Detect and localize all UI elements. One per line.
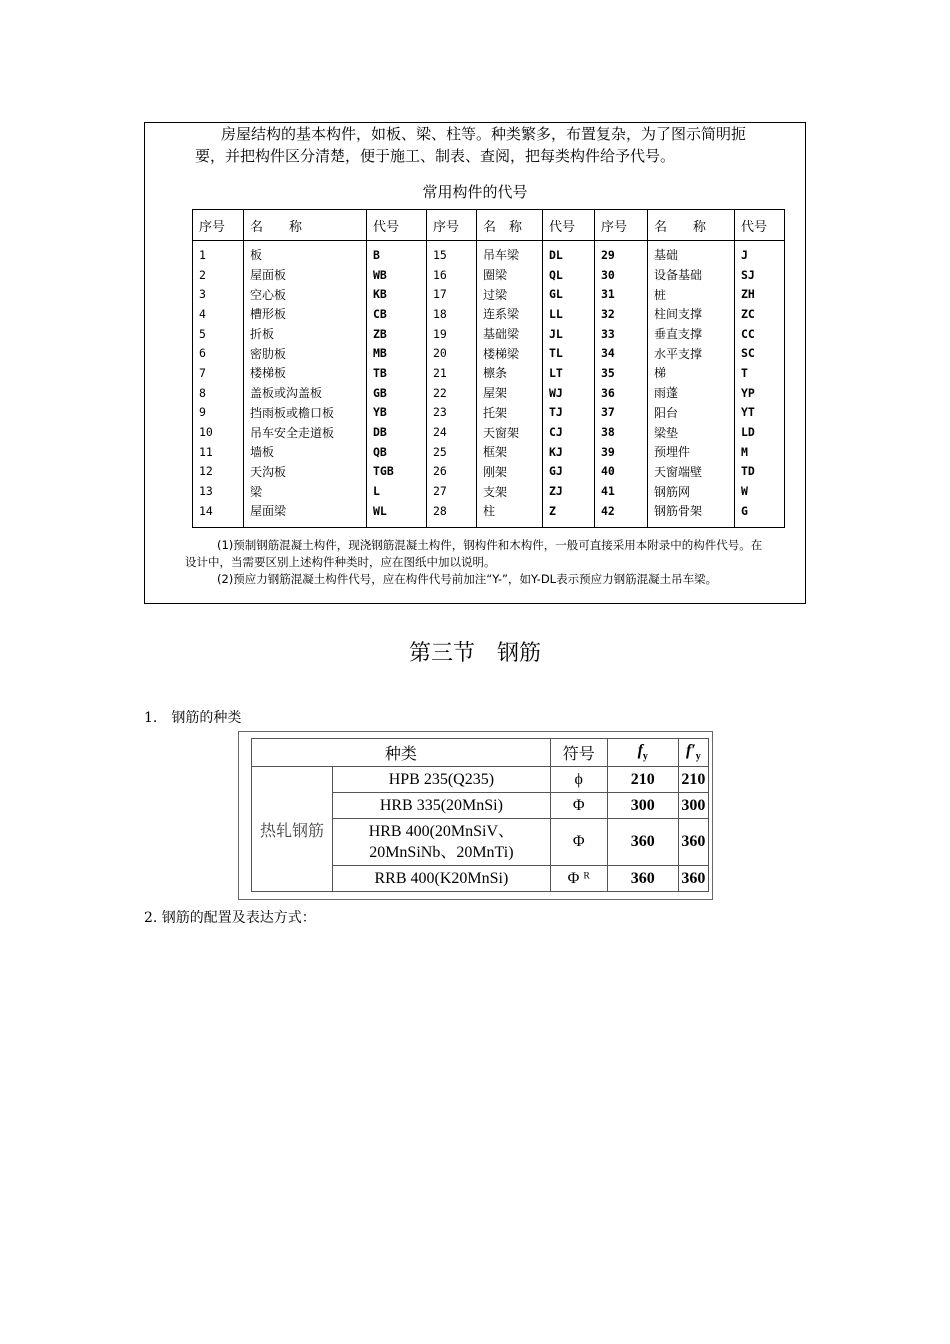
table-cell: ZH	[735, 284, 785, 304]
table-cell: 楼梯板	[244, 363, 367, 383]
header-symbol: 符号	[550, 739, 607, 767]
table-cell: 7	[193, 363, 244, 383]
table-cell: TJ	[543, 403, 595, 423]
table-cell: 阳台	[648, 403, 735, 423]
table-cell: 15	[427, 241, 477, 265]
table-cell: TD	[735, 462, 785, 482]
table-cell: 8	[193, 383, 244, 403]
table-cell: 梁	[244, 481, 367, 501]
table-cell: 31	[595, 284, 648, 304]
table-cell: 42	[595, 501, 648, 527]
fpy-cell: 360	[678, 819, 708, 866]
table-cell: 柱间支撑	[648, 304, 735, 324]
table-cell: 36	[595, 383, 648, 403]
symbol-cell: Φ	[550, 793, 607, 819]
header-cell: 代号	[543, 210, 595, 241]
table-cell: KB	[367, 284, 427, 304]
table-cell: T	[735, 363, 785, 383]
header-cell: 序号	[427, 210, 477, 241]
table-cell: 屋架	[477, 383, 543, 403]
table-cell: L	[367, 481, 427, 501]
table-cell: 屋面板	[244, 265, 367, 285]
table-cell: 38	[595, 422, 648, 442]
table-cell: WL	[367, 501, 427, 527]
table-header-row	[252, 739, 709, 767]
table-cell: 板	[244, 241, 367, 265]
fpy-cell: 210	[678, 767, 708, 793]
table-cell: 17	[427, 284, 477, 304]
table-cell: B	[367, 241, 427, 265]
header-fpy: $f'_y$	[678, 739, 708, 767]
table-cell: JL	[543, 324, 595, 344]
table-cell: Z	[543, 501, 595, 527]
table-cell: MB	[367, 343, 427, 363]
table-cell: 屋面梁	[244, 501, 367, 527]
fy-cell: 300	[607, 793, 678, 819]
table-cell: 钢筋骨架	[648, 501, 735, 527]
table-cell: SJ	[735, 265, 785, 285]
table-cell: DL	[543, 241, 595, 265]
table-cell: 天窗端壁	[648, 462, 735, 482]
table-cell: 27	[427, 481, 477, 501]
header-cell: 代号	[735, 210, 785, 241]
table-cell: 11	[193, 442, 244, 462]
table-cell: 5	[193, 324, 244, 344]
table-cell: 连系梁	[477, 304, 543, 324]
table-cell: CB	[367, 304, 427, 324]
table-cell: 桩	[648, 284, 735, 304]
table-header-row	[193, 210, 785, 241]
table-cell: KJ	[543, 442, 595, 462]
table-cell: 28	[427, 501, 477, 527]
table-cell: 基础	[648, 241, 735, 265]
table-cell: 密肋板	[244, 343, 367, 363]
table-row	[193, 241, 785, 265]
table-cell: ZB	[367, 324, 427, 344]
table-cell: YB	[367, 403, 427, 423]
table-cell: 30	[595, 265, 648, 285]
header-cell: 序号	[595, 210, 648, 241]
table-cell: YP	[735, 383, 785, 403]
table-cell: 34	[595, 343, 648, 363]
table-cell: 楼梯梁	[477, 343, 543, 363]
list-item-rebar-layout: 2. 钢筋的配置及表达方式：	[144, 910, 316, 926]
table-cell: 空心板	[244, 284, 367, 304]
fy-cell: 360	[607, 866, 678, 892]
table-cell: QL	[543, 265, 595, 285]
table-cell: 基础梁	[477, 324, 543, 344]
table-cell: 29	[595, 241, 648, 265]
table-cell: 25	[427, 442, 477, 462]
table-cell: 41	[595, 481, 648, 501]
table-row	[193, 462, 785, 482]
table-cell: 钢筋网	[648, 481, 735, 501]
table-cell: 檩条	[477, 363, 543, 383]
type-cell: HRB 400(20MnSiV、 20MnSiNb、20MnTi)	[333, 819, 551, 866]
table-cell: GL	[543, 284, 595, 304]
note-1: (1)预制钢筋混凝土构件，现浇钢筋混凝土构件，钢构件和木构件，一般可直接采用本附录中的构件代号。在设计中，当需要区别上述构件种类时，应在图纸中加以说明。	[185, 538, 763, 569]
symbol-cell: Φ ᴿ	[550, 866, 607, 892]
table-cell: 2	[193, 265, 244, 285]
table-cell: 垂直支撑	[648, 324, 735, 344]
table-cell: 托架	[477, 403, 543, 423]
table-cell: WJ	[543, 383, 595, 403]
table-cell: 37	[595, 403, 648, 423]
header-cell: 代号	[367, 210, 427, 241]
table-cell: 刚架	[477, 462, 543, 482]
table-cell: J	[735, 241, 785, 265]
table-cell: 33	[595, 324, 648, 344]
table-cell: 墙板	[244, 442, 367, 462]
header-cell: 序号	[193, 210, 244, 241]
table-cell: GB	[367, 383, 427, 403]
table-cell: 天沟板	[244, 462, 367, 482]
table-cell: 设备基础	[648, 265, 735, 285]
table-body	[193, 241, 785, 528]
table-cell: 18	[427, 304, 477, 324]
table-row	[193, 324, 785, 344]
header-cell: 名 称	[477, 210, 543, 241]
table-cell: DB	[367, 422, 427, 442]
table-cell: QB	[367, 442, 427, 462]
list-item-rebar-types: 1. 钢筋的种类	[144, 710, 242, 726]
table-row	[193, 304, 785, 324]
rebar-table-figure	[238, 731, 713, 900]
table-caption: 常用构件的代号	[422, 183, 528, 201]
group-label: 热轧钢筋	[252, 767, 333, 892]
table-cell: CC	[735, 324, 785, 344]
table-cell: W	[735, 481, 785, 501]
table-cell: M	[735, 442, 785, 462]
table-cell: 6	[193, 343, 244, 363]
table-cell: ZC	[735, 304, 785, 324]
table-cell: ZJ	[543, 481, 595, 501]
table-cell: 雨蓬	[648, 383, 735, 403]
component-code-figure	[144, 122, 806, 604]
table-cell: 3	[193, 284, 244, 304]
table-row	[193, 442, 785, 462]
table-cell: SC	[735, 343, 785, 363]
table-cell: TB	[367, 363, 427, 383]
table-row	[193, 265, 785, 285]
table-cell: GJ	[543, 462, 595, 482]
table-cell: 挡雨板或檐口板	[244, 403, 367, 423]
fpy-cell: 300	[678, 793, 708, 819]
table-cell: 14	[193, 501, 244, 527]
note-2: (2)预应力钢筋混凝土构件代号，应在构件代号前加注“Y-”，如Y-DL表示预应力钢筋混凝土吊车梁。	[217, 572, 718, 586]
table-cell: 32	[595, 304, 648, 324]
type-cell: HRB 335(20MnSi)	[333, 793, 551, 819]
component-code-table	[192, 209, 785, 528]
table-cell: 24	[427, 422, 477, 442]
table-cell: 支架	[477, 481, 543, 501]
table-cell: CJ	[543, 422, 595, 442]
table-cell: G	[735, 501, 785, 527]
type-cell: HPB 235(Q235)	[333, 767, 551, 793]
rebar-type-table	[251, 738, 709, 892]
table-cell: 16	[427, 265, 477, 285]
header-cell: 名 称	[244, 210, 367, 241]
notes	[185, 537, 770, 588]
table-cell: 10	[193, 422, 244, 442]
table-cell: TGB	[367, 462, 427, 482]
header-cell: 名 称	[648, 210, 735, 241]
table-cell: 19	[427, 324, 477, 344]
table-cell: 预埋件	[648, 442, 735, 462]
symbol-cell: ϕ	[550, 767, 607, 793]
table-row	[193, 363, 785, 383]
section-title: 第三节 钢筋	[408, 641, 541, 666]
table-cell: 圈梁	[477, 265, 543, 285]
table-row	[193, 343, 785, 363]
table-cell: 水平支撑	[648, 343, 735, 363]
table-cell: 35	[595, 363, 648, 383]
table-cell: LT	[543, 363, 595, 383]
fpy-cell: 360	[678, 866, 708, 892]
fy-cell: 210	[607, 767, 678, 793]
symbol-cell: Φ	[550, 819, 607, 866]
table-row	[193, 403, 785, 423]
table-cell: 柱	[477, 501, 543, 527]
table-cell: TL	[543, 343, 595, 363]
table-cell: 9	[193, 403, 244, 423]
table-cell: 盖板或沟盖板	[244, 383, 367, 403]
table-cell: 梯	[648, 363, 735, 383]
table-row	[193, 422, 785, 442]
table-cell: 4	[193, 304, 244, 324]
table-cell: 折板	[244, 324, 367, 344]
intro-paragraph: 房屋结构的基本构件，如板、梁、柱等。种类繁多，布置复杂，为了图示简明扼要，并把构件区分清楚，便于施工、制表、查阅，把每类构件给予代号。	[195, 125, 747, 165]
table-cell: 梁垫	[648, 422, 735, 442]
table-cell: 26	[427, 462, 477, 482]
table-row	[252, 767, 709, 793]
table-cell: WB	[367, 265, 427, 285]
table-cell: 22	[427, 383, 477, 403]
table-row	[193, 501, 785, 527]
table-cell: YT	[735, 403, 785, 423]
type-cell: RRB 400(K20MnSi)	[333, 866, 551, 892]
table-cell: 吊车梁	[477, 241, 543, 265]
table-cell: 40	[595, 462, 648, 482]
table-cell: LD	[735, 422, 785, 442]
table-row	[193, 383, 785, 403]
table-cell: 天窗架	[477, 422, 543, 442]
table-cell: LL	[543, 304, 595, 324]
table-row	[193, 284, 785, 304]
fy-cell: 360	[607, 819, 678, 866]
table-cell: 39	[595, 442, 648, 462]
header-type: 种类	[252, 739, 551, 767]
table-cell: 槽形板	[244, 304, 367, 324]
table-cell: 1	[193, 241, 244, 265]
table-row	[193, 481, 785, 501]
table-cell: 20	[427, 343, 477, 363]
table-cell: 21	[427, 363, 477, 383]
table-cell: 吊车安全走道板	[244, 422, 367, 442]
table-cell: 12	[193, 462, 244, 482]
table-cell: 13	[193, 481, 244, 501]
table-cell: 过梁	[477, 284, 543, 304]
table-cell: 框架	[477, 442, 543, 462]
table-cell: 23	[427, 403, 477, 423]
header-fy: $f_y$	[607, 739, 678, 767]
